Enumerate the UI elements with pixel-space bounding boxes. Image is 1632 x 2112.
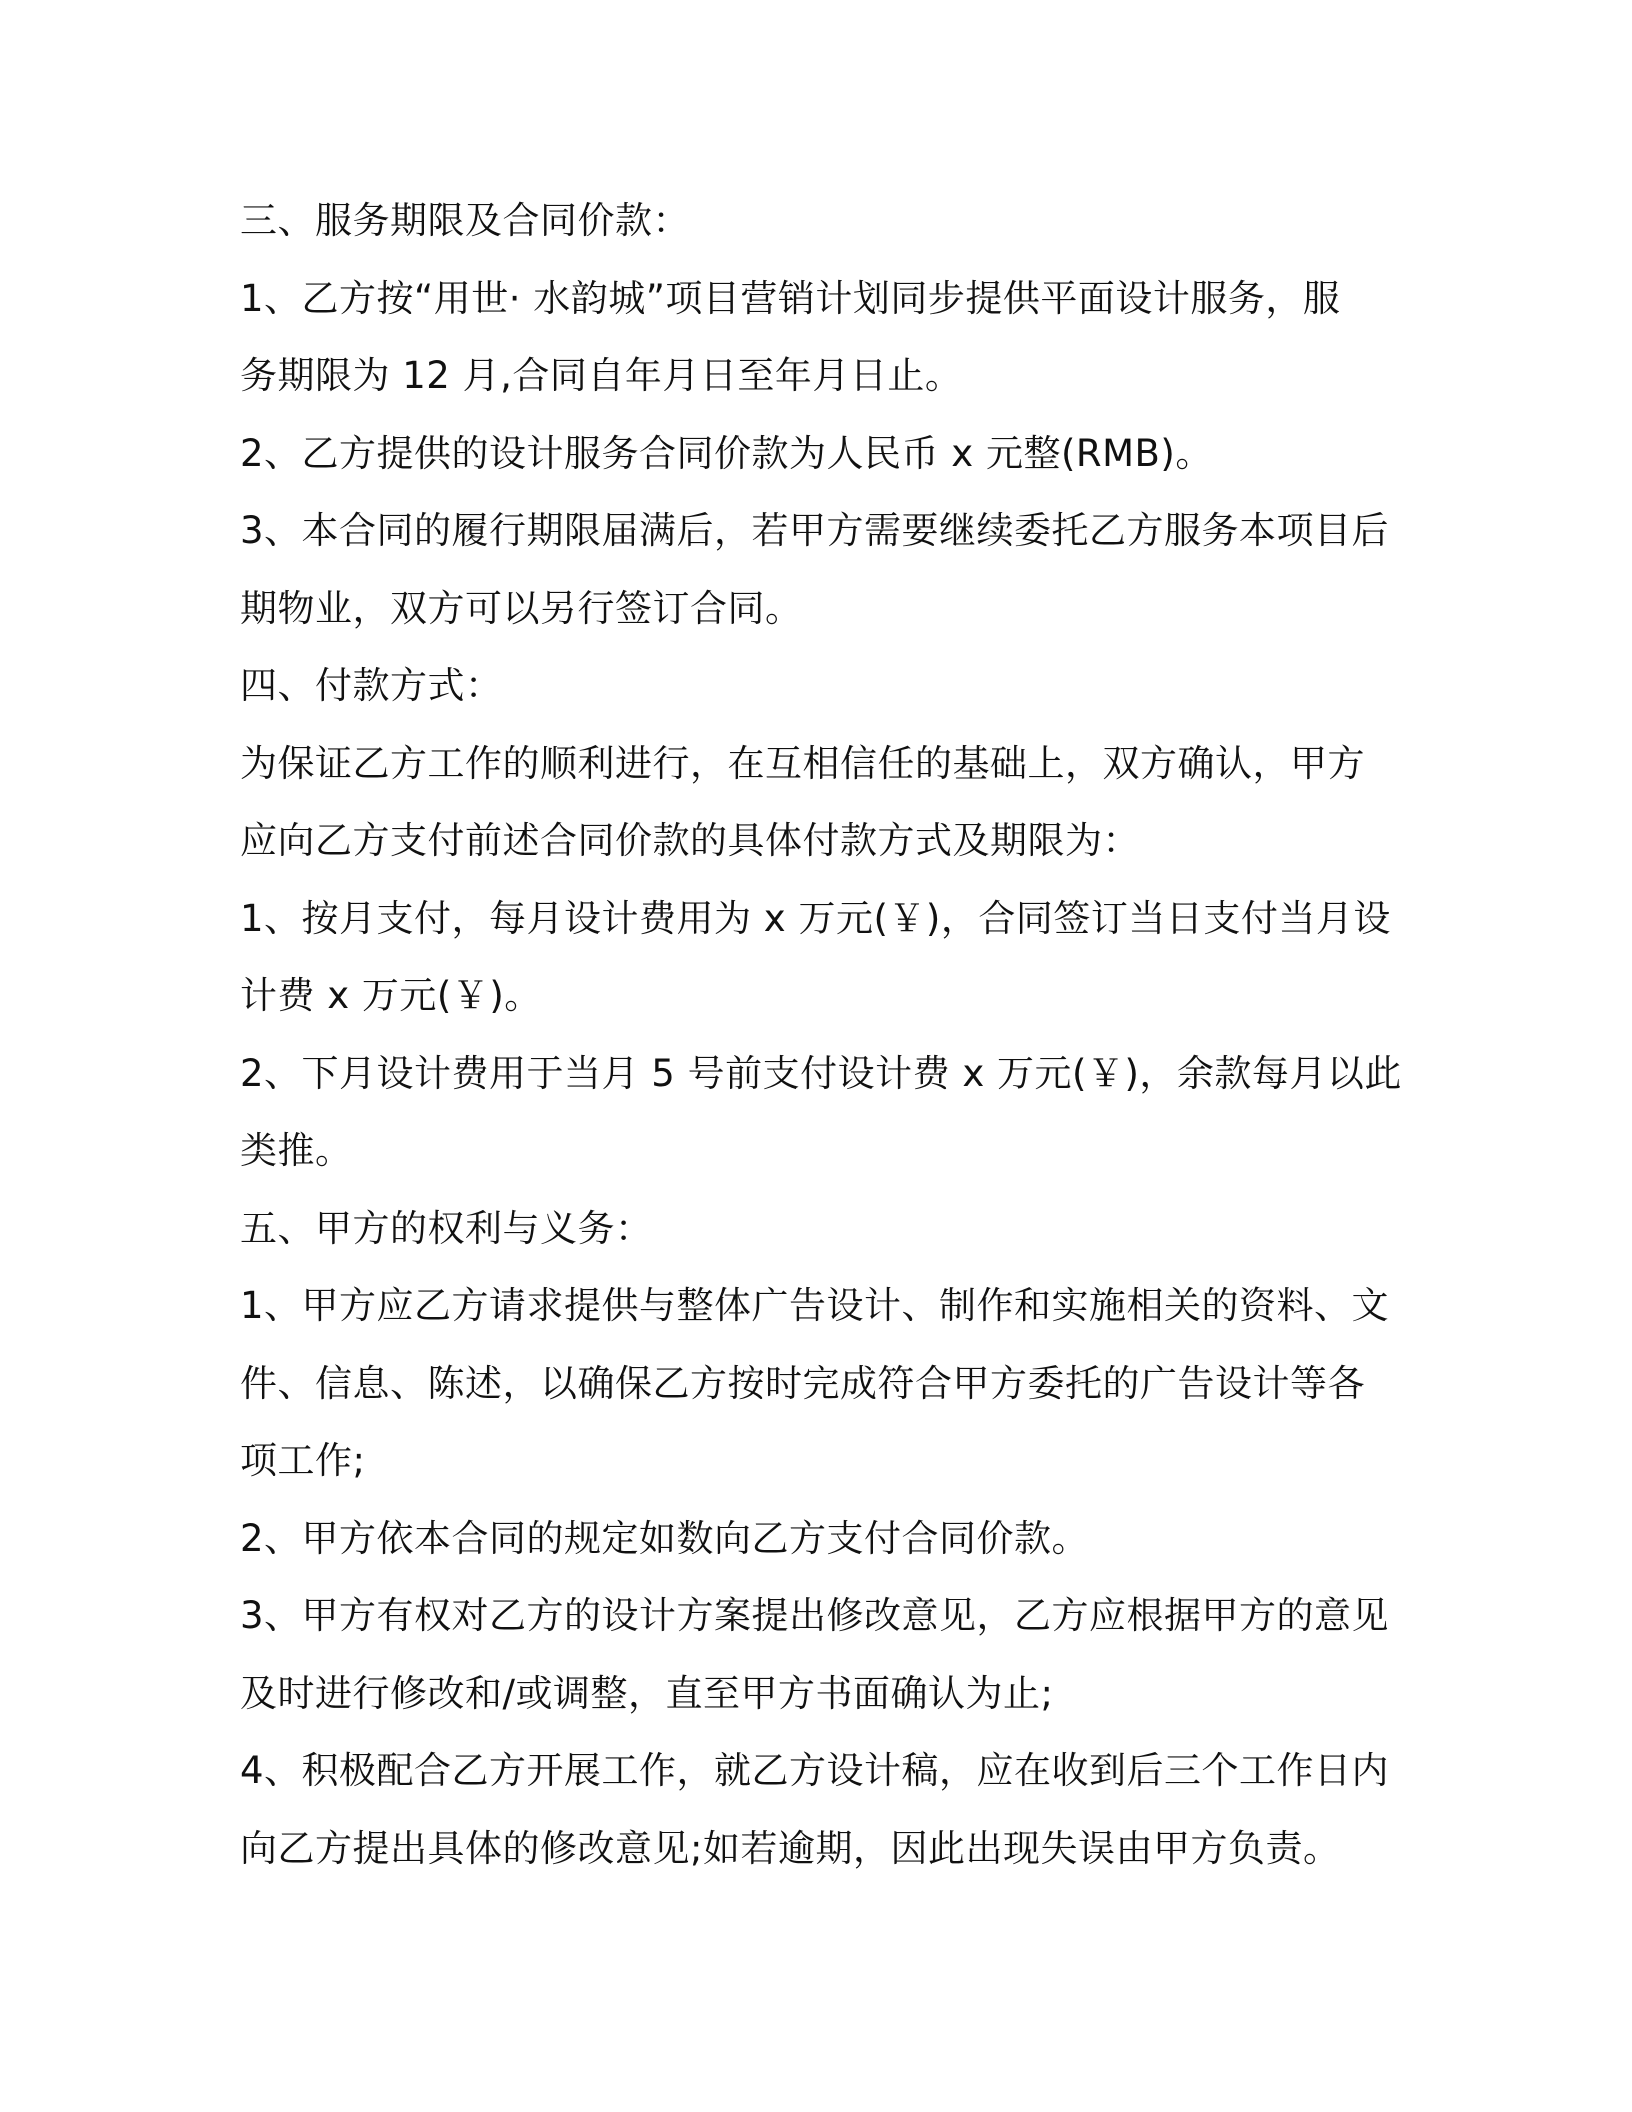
text-line: 2、乙方提供的设计服务合同价款为人民币 x 元整(RMB)。 (240, 431, 1213, 475)
text-line: 2、甲方依本合同的规定如数向乙方支付合同价款。 (240, 1516, 1090, 1560)
text-line: 务期限为 12 月,合同自年月日至年月日止。 (240, 354, 963, 397)
section-heading-5: 五、甲方的权利与义务： (240, 1206, 653, 1250)
text-line: 类推。 (240, 1129, 353, 1172)
text-line: 3、本合同的履行期限届满后，若甲方需要继续委托乙方服务本项目后 (240, 509, 1390, 552)
document-body (240, 182, 1420, 1887)
text-line: 计费 x 万元(￥)。 (240, 974, 542, 1017)
text-line: 应向乙方支付前述合同价款的具体付款方式及期限为： (240, 819, 1140, 862)
text-line: 项工作; (240, 1439, 366, 1482)
text-line: 及时进行修改和/或调整，直至甲方书面确认为止; (240, 1671, 1054, 1715)
text-line: 1、乙方按“用世· 水韵城”项目营销计划同步提供平面设计服务，服 (240, 276, 1341, 320)
text-line: 件、信息、陈述，以确保乙方按时完成符合甲方委托的广告设计等各 (240, 1361, 1365, 1405)
section-heading-4: 四、付款方式： (240, 664, 503, 707)
text-line: 4、积极配合乙方开展工作，就乙方设计稿，应在收到后三个工作日内 (240, 1749, 1390, 1792)
text-line: 期物业，双方可以另行签订合同。 (240, 586, 803, 630)
text-line: 1、按月支付，每月设计费用为 x 万元(￥)，合同签订当日支付当月设 (240, 896, 1391, 940)
text-line: 2、下月设计费用于当月 5 号前支付设计费 x 万元(￥)，余款每月以此 (240, 1051, 1402, 1095)
section-heading-3: 三、服务期限及合同价款： (240, 199, 690, 242)
text-line: 为保证乙方工作的顺利进行，在互相信任的基础上，双方确认，甲方 (240, 741, 1365, 785)
text-line: 1、甲方应乙方请求提供与整体广告设计、制作和实施相关的资料、文 (240, 1284, 1390, 1327)
text-line: 向乙方提出具体的修改意见;如若逾期，因此出现失误由甲方负责。 (240, 1826, 1341, 1870)
text-line: 3、甲方有权对乙方的设计方案提出修改意见，乙方应根据甲方的意见 (240, 1594, 1390, 1637)
